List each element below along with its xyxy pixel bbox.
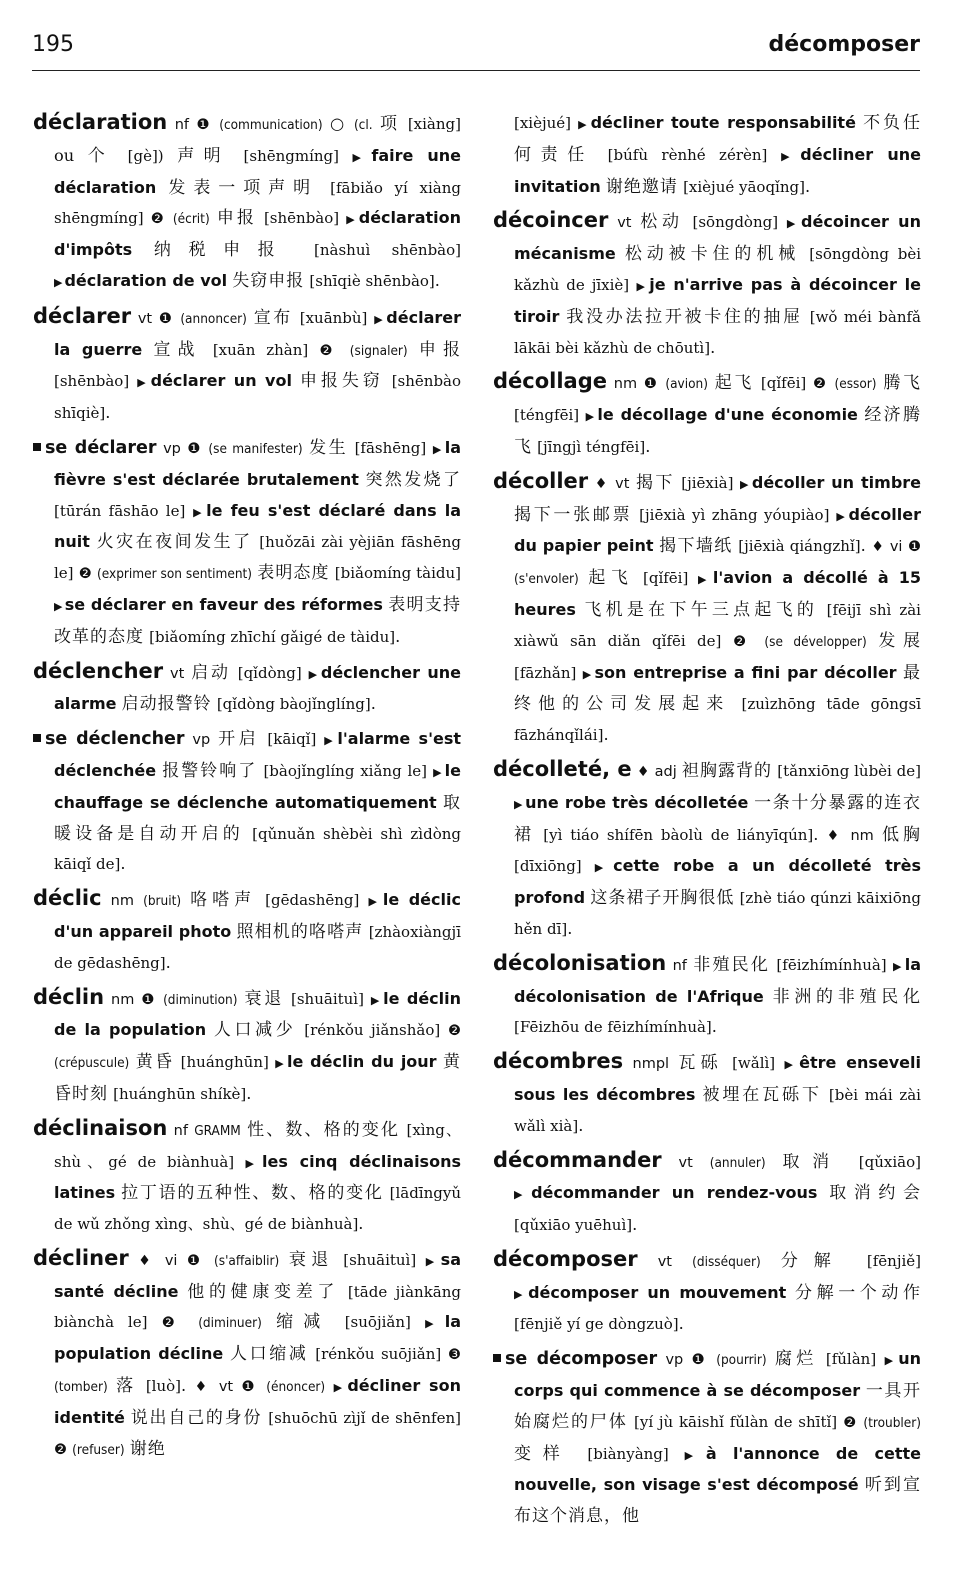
left-column — [33, 108, 461, 1469]
subentry-se-decomposer: se décomposer vp ❶ (pourrir) 腐烂 [fǔlàn] ▶ un corps qui commence à se décomposer 一具开始腐烂的尸体 [yí jù kāishǐ fǔlàn de shītǐ] ❷ (troubler) 变样 [biànyàng] ▶ à l'annonce de cette nouvelle, son visage s'est décomposé 听到宣布这个消息，他 — [493, 1344, 921, 1532]
entry-decoincer: décoincer vt 松动 [sōngdòng] ▶ décoincer un mécanisme 松动被卡住的机械 [sōngdòng bèi kǎzhù de jīxiè] ▶ je n'arrive pas à décoincer le tiroir 我没办法拉开被卡住的抽屉 [wǒ méi bànfǎ lākāi bèi kǎzhù de chōutì]. — [493, 208, 922, 357]
entry-decollete: décolleté, e ♦ adj 袒胸露背的 [tǎnxiōng lùbèi de] ▶ une robe très décolletée 一条十分暴露的连衣裙 [yì tiáo shífēn bàolù de liányīqún]. ♦ nm 低胸 [dīxiōng] ▶ cette robe a un décolleté très profond 这条裙子开胸很低 [zhè tiáo qúnzi kāixiōng hěn dī]. — [493, 756, 922, 938]
entry-decolonisation: décolonisation nf 非殖民化 [fēizhímínhuà] ▶ la décolonisation de l'Afrique 非洲的非殖民化 [Fēizhōu de fēizhímínhuà]. — [493, 950, 921, 1037]
entry-declinaison: déclinaison nf GRAMM 性、数、格的变化 [xìng、shù、gé de biànhuà] ▶ les cinq déclinaisons latines 拉丁语的五种性、数、格的变化 [lādīngyǔ de wǔ zhǒng xìng、shù、gé de biànhuà]. — [33, 1115, 462, 1234]
entry-declin: déclin nm ❶ (diminution) 衰退 [shuāituì] ▶ le déclin de la population 人口减少 [rénkǒu jiǎnshǎo] ❷ (crépuscule) 黄昏 [huánghūn] ▶ le déclin du jour 黄昏时刻 [huánghūn shíkè]. — [33, 984, 462, 1104]
right-column — [493, 108, 921, 1536]
page-header — [32, 24, 920, 71]
entry-declaration: déclaration nf ❶ (communication) ○ (cl. 项 [xiàng] ou 个 [gè]) 声明 [shēngmíng] ▶ faire une déclaration 发表一项声明 [fābiǎo yí xiàng shēngmíng] ❷ (écrit) 申报 [shēnbào] ▶ déclaration d'impôts 纳税申报 [nàshuì shēnbào] ▶ déclaration de vol 失窃申报 [shīqiè shēnbào]. — [33, 110, 462, 291]
entry-decliner-continued: [xièjué] ▶ décliner toute responsabilité 不负任何责任 [búfù rènhé zérèn] ▶ décliner une invitation 谢绝邀请 [xièjué yāoqǐng]. — [514, 113, 922, 197]
subentry-se-declencher: se déclencher vp 开启 [kāiqǐ] ▶ l'alarme s'est déclenchée 报警铃响了 [bàojǐnglíng xiǎng le] ▶ le chauffage se déclenche automatiquement 取暖设备是自动开启的 [qǔnuǎn shèbèi shì zìdòng kāiqǐ de]. — [33, 724, 461, 880]
entry-decomposer: décomposer vt (disséquer) 分解 [fēnjiě] ▶ décomposer un mouvement 分解一个动作 [fēnjiě yí ge dòngzuò]. — [493, 1246, 922, 1334]
entry-decoller: décoller ♦ vt 揭下 [jiēxià] ▶ décoller un timbre 揭下一张邮票 [jiēxià yì zhāng yóupiào] ▶ décoller du papier peint 揭下墙纸 [jiēxià qiángzhǐ]. ♦ vi ❶ (s'envoler) 起飞 [qǐfēi] ▶ l'avion a décollé à 15 heures 飞机是在下午三点起飞的 [fēijī shì zài xiàwǔ sān diǎn qǐfēi de] ❷ (se développer) 发展 [fāzhǎn] ▶ son entreprise a fini par décoller 最终他的公司发展起来 [zuìzhōng tāde gōngsī fāzhánqǐlái]. — [493, 468, 922, 745]
entry-decliner: décliner ♦ vi ❶ (s'affaiblir) 衰退 [shuāituì] ▶ sa santé décline 他的健康变差了 [tāde jiànkāng biànchà le] ❷ (diminuer) 缩减 [suōjiǎn] ▶ la population décline 人口缩减 [rénkǒu suōjiǎn] ❸ (tomber) 落 [luò]. ♦ vt ❶ (énoncer) ▶ décliner son identité 说出自己的身份 [shuōchū zìjǐ de shēnfen] ❷ (refuser) 谢绝 — [33, 1245, 462, 1459]
entry-decombres: décombres nmpl 瓦砾 [wǎlì] ▶ être enseveli sous les décombres 被埋在瓦砾下 [bèi mái zài wǎlì xià]. — [493, 1049, 921, 1135]
entry-declencher: déclencher vt 启动 [qǐdòng] ▶ déclencher une alarme 启动报警铃 [qǐdòng bàojǐnglíng]. — [33, 658, 461, 715]
subentry-se-declarer: se déclarer vp ❶ (se manifester) 发生 [fāshēng] ▶ la fièvre s'est déclarée brutalement 突然发烧了 [tūrán fāshāo le] ▶ le feu s'est déclaré dans la nuit 火灾在夜间发生了 [huǒzāi zài yèjiān fāshēng le] ❷ (exprimer son sentiment) 表明态度 [biǎomíng tàidu] ▶ se déclarer en faveur des réformes 表明支持改革的态度 [biǎomíng zhīchí gǎigé de tàidu]. — [33, 433, 461, 653]
entry-declarer: déclarer vt ❶ (annoncer) 宣布 [xuānbù] ▶ déclarer la guerre 宣战 [xuān zhàn] ❷ (signaler) 申报 [shēnbào] ▶ déclarer un vol 申报失窃 [shēnbào shīqiè]. — [33, 303, 462, 423]
entry-decollage: décollage nm ❶ (avion) 起飞 [qǐfēi] ❷ (essor) 腾飞 [téngfēi] ▶ le décollage d'une économie 经济腾飞 [jīngjì téngfēi]. — [493, 369, 921, 457]
entry-decommander: décommander vt (annuler) 取消 [qǔxiāo] ▶ décommander un rendez-vous 取消约会 [qǔxiāo yuēhuì]. — [493, 1147, 921, 1235]
entry-declic: déclic nm (bruit) 咯嗒声 [gēdashēng] ▶ le déclic d'un appareil photo 照相机的咯嗒声 [zhàoxiàngjī de gēdashēng]. — [33, 886, 461, 972]
page-number: 195 — [32, 32, 74, 57]
guide-word: décomposer — [768, 32, 920, 57]
